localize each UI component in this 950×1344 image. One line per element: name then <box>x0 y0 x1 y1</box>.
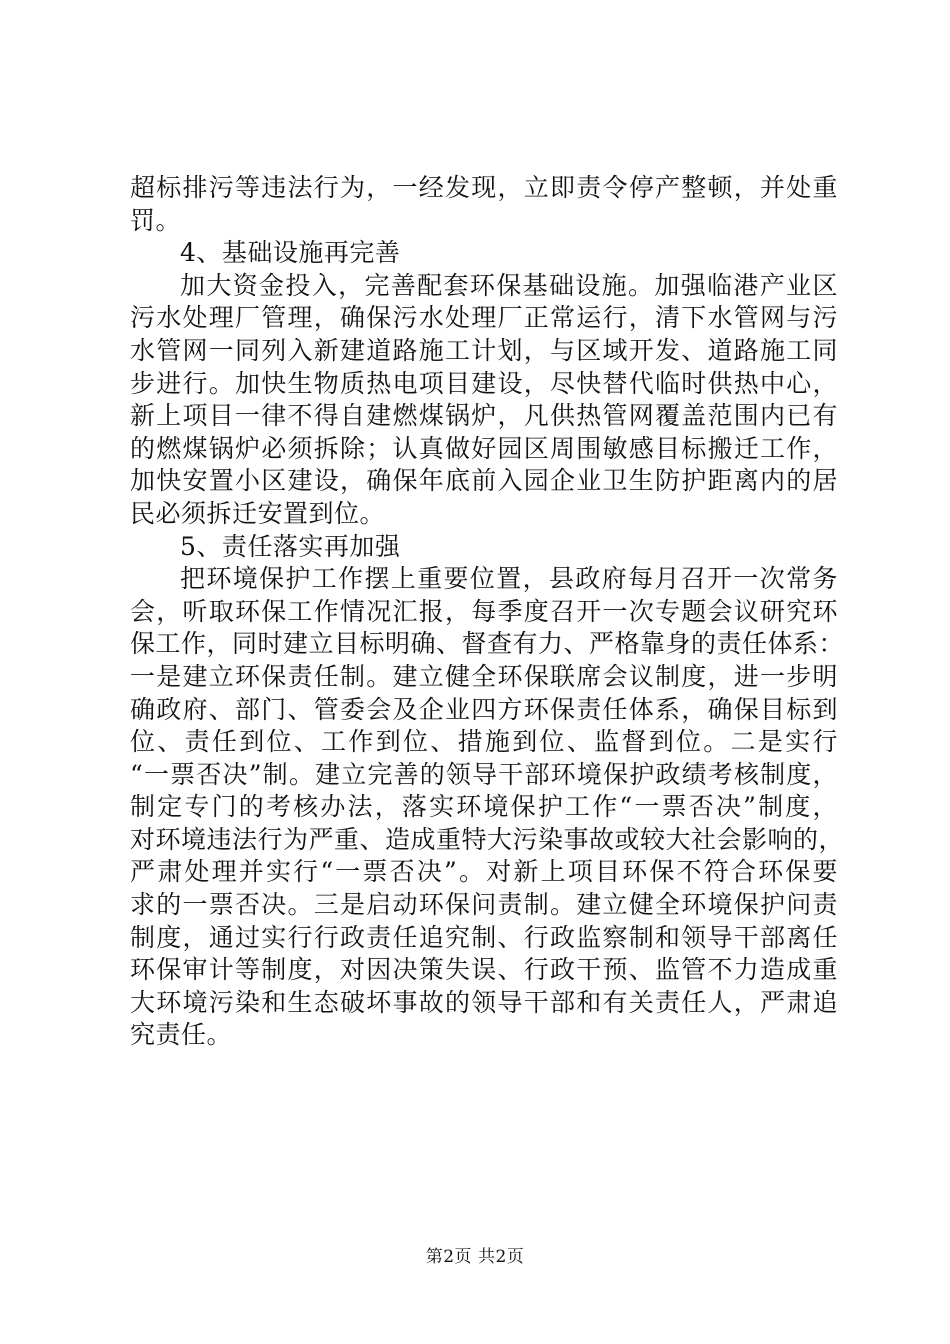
text-line: 制度，通过实行行政责任追究制、行政监察制和领导干部离任 <box>130 922 838 952</box>
text-line: 新上项目一律不得自建燃煤锅炉，凡供热管网覆盖范围内已有 <box>130 401 838 431</box>
text-line: 究责任。 <box>130 1020 233 1050</box>
text-line: 步进行。加快生物质热电项目建设，尽快替代临时供热中心， <box>130 368 838 398</box>
text-line: 的燃煤锅炉必须拆除；认真做好园区周围敏感目标搬迁工作， <box>130 433 838 463</box>
text-line: 把环境保护工作摆上重要位置，县政府每月召开一次常务 <box>180 564 838 594</box>
text-line: 保工作，同时建立目标明确、督查有力、严格靠身的责任体系： <box>130 629 845 659</box>
text-line: 一是建立环保责任制。建立健全环保联席会议制度，进一步明 <box>130 661 838 691</box>
section-4-heading: 4、基础设施再完善 <box>180 238 401 268</box>
document-body <box>130 172 845 1052</box>
text-line: 位、责任到位、工作到位、措施到位、监督到位。二是实行 <box>130 727 838 757</box>
text-line: 制定专门的考核办法，落实环境保护工作“一票否决”制度， <box>130 792 838 822</box>
text-line: “一票否决”制。建立完善的领导干部环境保护政绩考核制度， <box>130 759 838 789</box>
text-line: 对环境违法行为严重、造成重特大污染事故或较大社会影响的， <box>130 824 845 854</box>
text-line: 民必须拆迁安置到位。 <box>130 498 386 528</box>
text-line: 确政府、部门、管委会及企业四方环保责任体系，确保目标到 <box>130 694 838 724</box>
section-5-heading: 5、责任落实再加强 <box>180 531 401 561</box>
text-line: 加大资金投入，完善配套环保基础设施。加强临港产业区 <box>180 270 838 300</box>
text-line: 严肃处理并实行“一票否决”。对新上项目环保不符合环保要 <box>130 857 838 887</box>
page-number-footer: 第2页 共2页 <box>425 1247 525 1267</box>
text-line: 大环境污染和生态破坏事故的领导干部和有关责任人，严肃追 <box>130 987 838 1017</box>
text-line: 罚。 <box>130 205 182 235</box>
text-line: 会，听取环保工作情况汇报，每季度召开一次专题会议研究环 <box>130 596 838 626</box>
text-line: 求的一票否决。三是启动环保问责制。建立健全环境保护问责 <box>130 890 838 920</box>
text-line: 超标排污等违法行为，一经发现，立即责令停产整顿，并处重 <box>130 173 838 202</box>
text-line: 污水处理厂管理，确保污水处理厂正常运行，清下水管网与污 <box>130 303 838 333</box>
section-5 <box>130 531 845 1053</box>
intro-paragraph <box>130 172 838 237</box>
section-4 <box>130 237 838 530</box>
text-line: 水管网一同列入新建道路施工计划，与区域开发、道路施工同 <box>130 335 838 365</box>
text-line: 环保审计等制度，对因决策失误、行政干预、监管不力造成重 <box>130 955 838 985</box>
text-line: 加快安置小区建设，确保年底前入园企业卫生防护距离内的居 <box>130 466 838 496</box>
